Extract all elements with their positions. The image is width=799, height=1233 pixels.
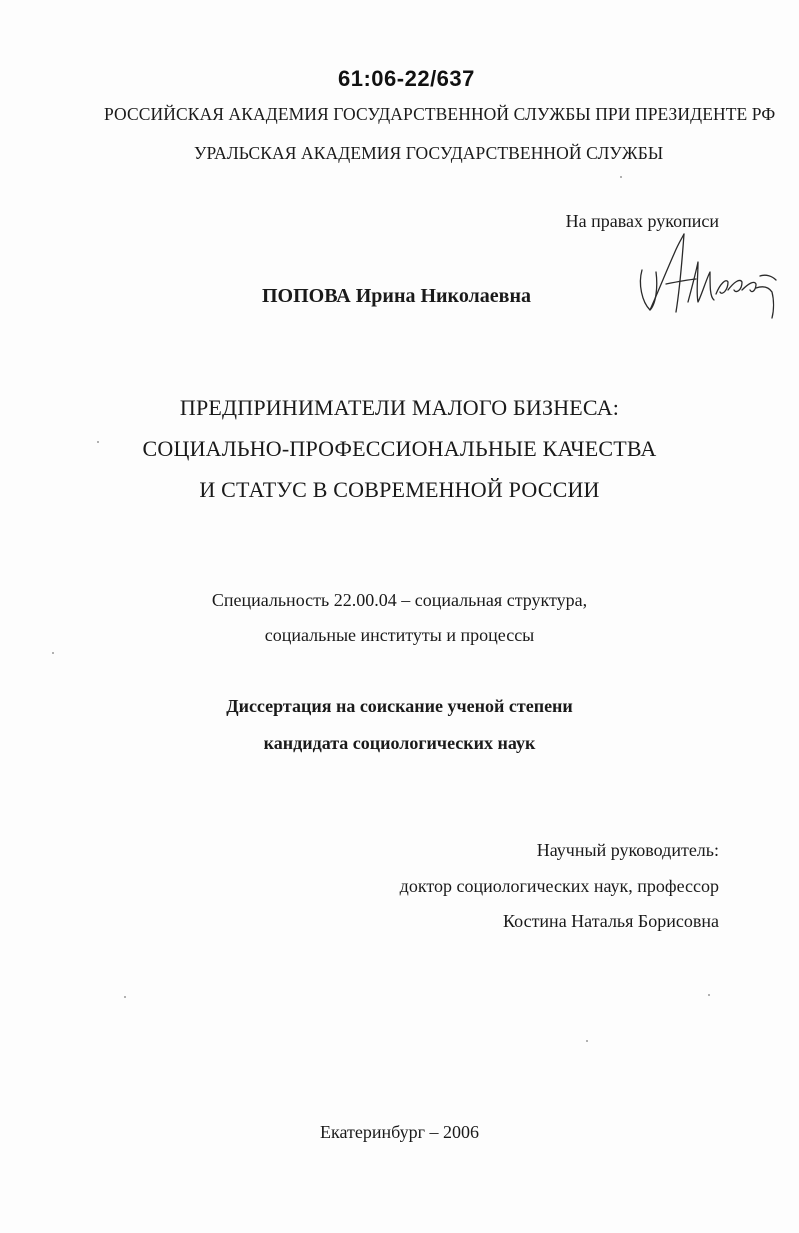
manuscript-rights-note: На правах рукописи: [565, 211, 719, 231]
organization-line-2: УРАЛЬСКАЯ АКАДЕМИЯ ГОСУДАРСТВЕННОЙ СЛУЖБЫ: [194, 143, 664, 163]
place-and-year: Екатеринбург – 2006: [320, 1122, 479, 1142]
scan-speck: [97, 441, 99, 443]
scan-speck: [620, 176, 622, 178]
scan-speck: [52, 652, 54, 654]
supervisor-heading: Научный руководитель:: [536, 840, 719, 860]
scan-speck: [586, 1040, 588, 1042]
specialty-line-2: социальные институты и процессы: [264, 625, 535, 645]
handwritten-signature: [636, 232, 786, 322]
archive-code: 61:06-22/637: [338, 66, 475, 91]
degree-line-2: кандидата социологических наук: [263, 733, 536, 753]
supervisor-degree: доктор социологических наук, профессор: [399, 876, 719, 896]
thesis-title-line-1: ПРЕДПРИНИМАТЕЛИ МАЛОГО БИЗНЕСА:: [179, 395, 620, 420]
degree-line-1: Диссертация на соискание ученой степени: [226, 696, 573, 716]
organization-line-1: РОССИЙСКАЯ АКАДЕМИЯ ГОСУДАРСТВЕННОЙ СЛУЖБЫ ПРИ ПРЕЗИДЕНТЕ РФ: [104, 104, 776, 124]
scan-speck: [708, 994, 710, 996]
supervisor-name: Костина Наталья Борисовна: [503, 911, 719, 931]
thesis-title-line-3: И СТАТУС В СОВРЕМЕННОЙ РОССИИ: [199, 477, 600, 502]
thesis-title-line-2: СОЦИАЛЬНО-ПРОФЕССИОНАЛЬНЫЕ КАЧЕСТВА: [142, 436, 657, 461]
author-name: ПОПОВА Ирина Николаевна: [262, 285, 531, 307]
scan-speck: [124, 996, 126, 998]
specialty-line-1: Специальность 22.00.04 – социальная структура,: [211, 590, 588, 610]
